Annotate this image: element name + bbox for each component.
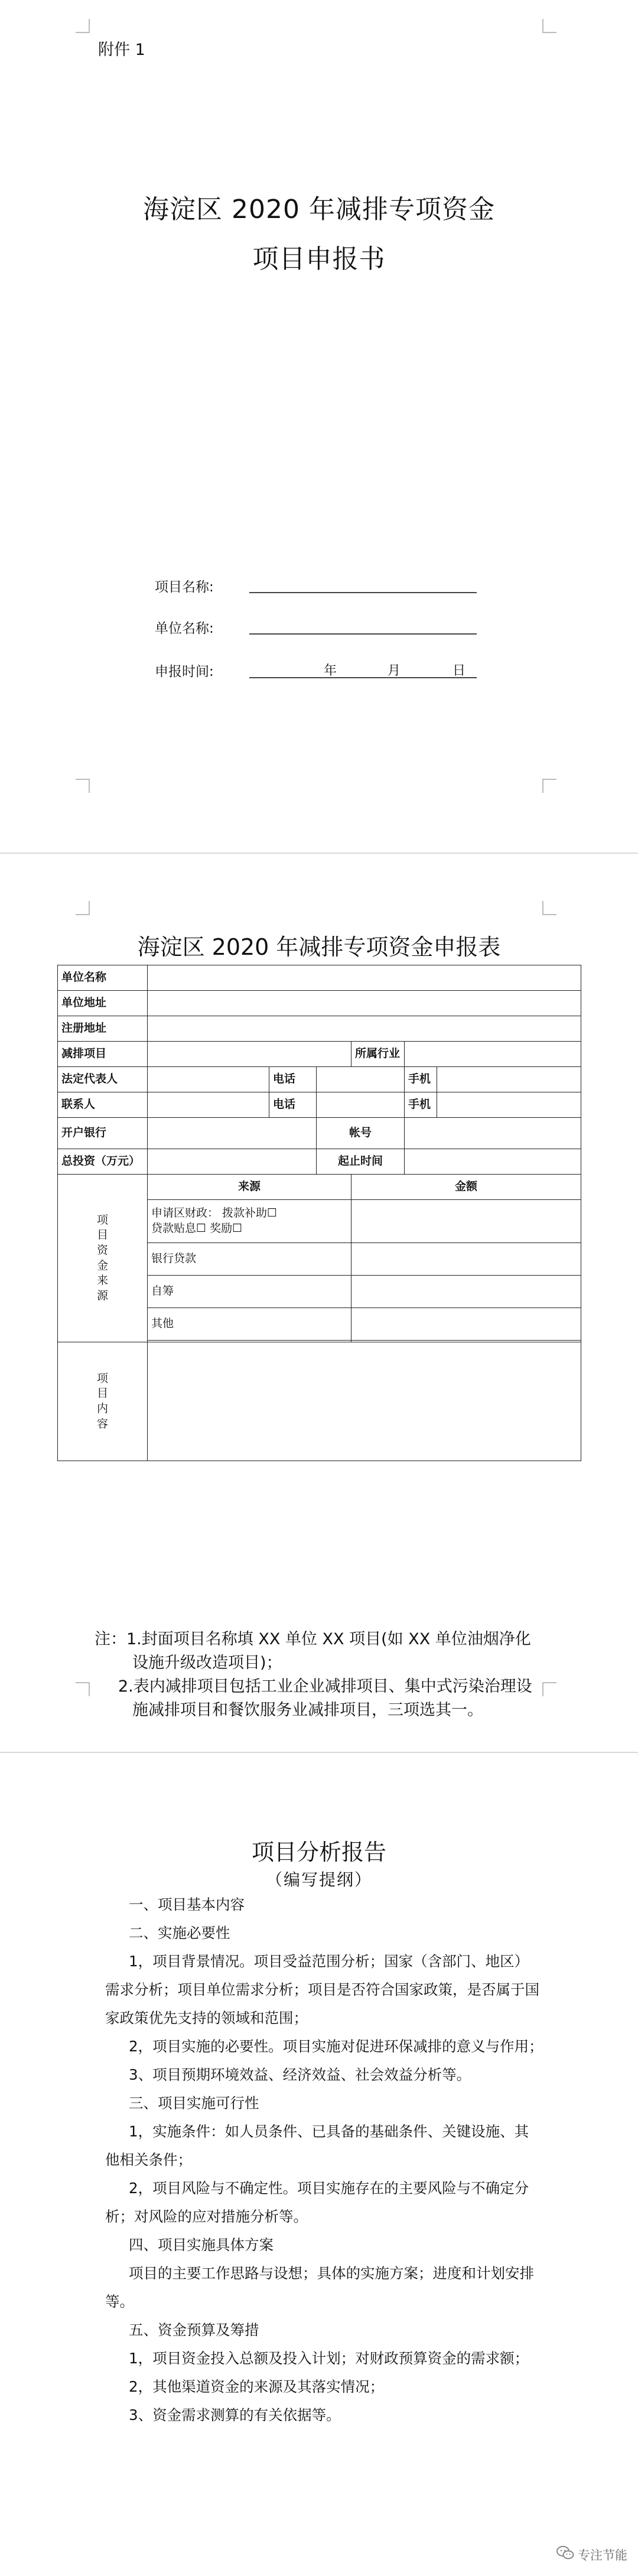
fiscal-line-2[interactable]: 贷款贴息☐ 奖励☐ (151, 1222, 243, 1235)
fund-source-char: 来 (96, 1274, 108, 1287)
other-amount-input[interactable] (351, 1308, 581, 1341)
report-line: 项目的主要工作思路与设想；具体的实施方案；进度和计划安排 (129, 2265, 534, 2282)
report-line: 家政策优先支持的领域和范围； (105, 2009, 308, 2027)
note-line: 注：1.封面项目名称填 XX 单位 XX 项目(如 XX 单位油烟净化 (95, 1630, 531, 1648)
report-line: 1，实施条件：如人员条件、已具备的基础条件、关键设施、其 (129, 2123, 529, 2140)
cover-subtitle: 项目申报书 (252, 244, 386, 274)
report-line: 三、项目实施可行性 (129, 2094, 259, 2112)
unit-name-field[interactable] (249, 632, 477, 635)
bank-loan-cell: 银行贷款 (148, 1243, 351, 1276)
cover-title: 海淀区 2020 年减排专项资金 (143, 194, 495, 225)
report-line: 3、项目预期环境效益、经济效益、社会效益分析等。 (129, 2066, 471, 2083)
report-body (105, 1891, 543, 2429)
project-content-input[interactable] (148, 1342, 581, 1461)
month-label: 月 (388, 663, 401, 678)
contact-phone-input[interactable] (317, 1092, 405, 1118)
self-raised-amount-input[interactable] (351, 1276, 581, 1308)
fund-source-cell (58, 1175, 148, 1342)
fund-source-char: 目 (96, 1228, 108, 1242)
bank-loan-amount-input[interactable] (351, 1243, 581, 1276)
crop-mark (76, 779, 90, 793)
project-input[interactable] (148, 1042, 351, 1067)
unit-address-input[interactable] (148, 991, 581, 1016)
reg-address-input[interactable] (148, 1016, 581, 1042)
report-line: 需求分析；项目单位需求分析；项目是否符合国家政策，是否属于国 (105, 1981, 539, 1998)
industry-input[interactable] (405, 1042, 581, 1067)
content-char: 内 (96, 1402, 108, 1415)
mobile-cell: 手机 (405, 1067, 437, 1092)
contact-input[interactable] (148, 1092, 269, 1118)
watermark-text: 专注节能 (578, 2548, 627, 2562)
report-line: 2，其他渠道资金的来源及其落实情况； (129, 2378, 385, 2395)
content-char: 项 (96, 1371, 108, 1385)
date-field[interactable] (249, 676, 477, 678)
legal-rep-cell: 法定代表人 (58, 1067, 148, 1092)
report-line: 3、资金需求测算的有关依据等。 (129, 2406, 341, 2424)
legal-rep-input[interactable] (148, 1067, 269, 1092)
total-invest-input[interactable] (148, 1149, 317, 1175)
amount-header: 金额 (351, 1175, 581, 1200)
bank-input[interactable] (148, 1118, 317, 1149)
report-line: 二、实施必要性 (129, 1924, 230, 1941)
crop-mark (542, 779, 556, 793)
industry-cell: 所属行业 (351, 1042, 405, 1067)
account-input[interactable] (405, 1118, 581, 1149)
report-line: 五、资金预算及筹措 (129, 2321, 259, 2338)
unit-address-cell: 单位地址 (58, 991, 148, 1016)
crop-mark (542, 901, 556, 915)
watermark (556, 2545, 627, 2564)
report-line: 2，项目风险与不确定性。项目实施存在的主要风险与不确定分 (129, 2180, 529, 2197)
report-line: 2，项目实施的必要性。项目实施对促进环保减排的意义与作用； (129, 2038, 543, 2055)
date-label: 申报时间: (155, 664, 214, 679)
content-char: 目 (96, 1387, 108, 1400)
self-raised-cell: 自筹 (148, 1276, 351, 1308)
phone-input[interactable] (317, 1067, 405, 1092)
project-cell: 减排项目 (58, 1042, 148, 1067)
form-title: 海淀区 2020 年减排专项资金申报表 (137, 934, 501, 960)
crop-mark (542, 1682, 556, 1696)
crop-mark (76, 19, 90, 33)
fund-source-char: 资 (96, 1243, 108, 1257)
fund-source-char: 项 (96, 1213, 108, 1227)
wechat-icon (556, 2545, 574, 2564)
report-line: 等。 (105, 2293, 134, 2310)
report-line: 1，项目背景情况。项目受益范围分析；国家（含部门、地区） (129, 1953, 529, 1970)
report-subtitle: （编写提纲） (265, 1870, 372, 1889)
unit-name-label: 单位名称: (155, 621, 214, 636)
mobile-input[interactable] (437, 1067, 581, 1092)
fund-source-char: 源 (96, 1289, 108, 1302)
report-line: 一、项目基本内容 (129, 1896, 245, 1913)
report-line: 析；对风险的应对措施分析等。 (105, 2208, 308, 2225)
project-name-label: 项目名称: (155, 580, 214, 595)
year-label: 年 (324, 663, 337, 678)
fiscal-source-cell (148, 1200, 351, 1243)
attachment-label: 附件 1 (98, 41, 145, 59)
other-source-cell: 其他 (148, 1308, 351, 1341)
report-line: 四、项目实施具体方案 (129, 2236, 274, 2253)
unit-name-cell: 单位名称 (58, 965, 148, 991)
account-cell: 帐号 (317, 1118, 405, 1149)
day-label: 日 (453, 663, 466, 678)
cover-page (0, 0, 638, 853)
report-page (0, 1753, 638, 2576)
start-time-cell: 起止时间 (317, 1149, 405, 1175)
phone-cell: 电话 (269, 1067, 317, 1092)
contact-mobile-input[interactable] (437, 1092, 581, 1118)
note-line: 2.表内减排项目包括工业企业减排项目、集中式污染治理设 (118, 1677, 532, 1696)
fiscal-line-1[interactable]: 申请区财政： 拨款补助☐ (151, 1206, 278, 1220)
crop-mark (76, 901, 90, 915)
start-time-input[interactable] (405, 1149, 581, 1175)
form-notes (95, 1628, 597, 1722)
crop-mark (542, 19, 556, 33)
note-line: 施减排项目和餐饮服务业减排项目，三项选其一。 (132, 1701, 483, 1719)
project-name-field[interactable] (249, 591, 477, 593)
content-char: 容 (96, 1417, 108, 1430)
form-page (0, 854, 638, 1752)
crop-mark (76, 1682, 90, 1696)
note-line: 设施升级改造项目)； (132, 1654, 282, 1672)
fiscal-amount-input[interactable] (351, 1200, 581, 1243)
report-line: 1，项目资金投入总额及投入计划；对财政预算资金的需求额； (129, 2350, 529, 2367)
total-invest-cell: 总投资（万元） (58, 1149, 148, 1175)
bank-cell: 开户银行 (58, 1118, 148, 1149)
report-title: 项目分析报告 (251, 1839, 386, 1865)
application-form-table (57, 965, 581, 1461)
unit-name-input[interactable] (148, 965, 581, 991)
contact-phone-cell: 电话 (269, 1092, 317, 1118)
fund-source-char: 金 (96, 1258, 108, 1272)
contact-mobile-cell: 手机 (405, 1092, 437, 1118)
project-content-cell (58, 1342, 148, 1461)
contact-cell: 联系人 (58, 1092, 148, 1118)
report-line: 他相关条件； (105, 2151, 192, 2168)
source-header: 来源 (148, 1175, 351, 1200)
reg-address-cell: 注册地址 (58, 1016, 148, 1042)
